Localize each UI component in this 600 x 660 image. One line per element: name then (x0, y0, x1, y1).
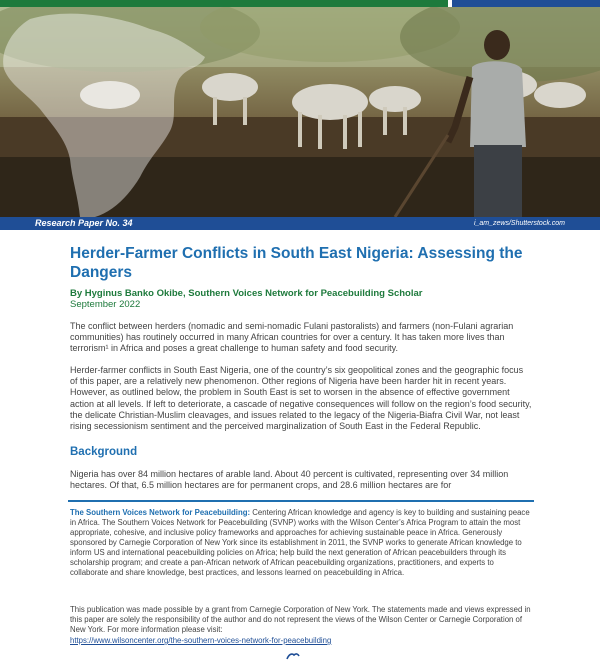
photo-credit: i_am_zews/Shutterstock.com (473, 220, 565, 227)
paper-info-bar (0, 217, 600, 230)
background-heading: Background (70, 446, 138, 458)
background-paragraph: Nigeria has over 84 million hectares of arable land. About 40 percent is cultivated, representing over 34 million hectares. Of that, 6.5 million hectares are for permanent crops, and 28.6 million hectares are for (70, 469, 509, 491)
svnp-lead: The Southern Voices Network for Peacebuilding: (70, 508, 251, 517)
disclaimer-text: This publication was made possible by a grant from Carnegie Corporation of New York. The statements made and views expressed in this paper are solely the responsibility of the author and do not represent the views of the Wilson Center or Carnegie Corporation of New York. For more information please visit: (70, 605, 531, 634)
herder-cattle-photo (0, 7, 600, 217)
wilson-logo-icon (286, 652, 300, 660)
research-paper-number: Research Paper No. 34 (35, 218, 133, 228)
svnp-description (70, 508, 532, 578)
svnp-text: Centering African knowledge and agency is key to building and sustaining peace in Africa. The Southern Voices Network for Peacebuilding (SVNP) works with the Wilson Center’s Africa Program to attain the most appropriate, cohesive, and inclusive policy frameworks and approaches for achieving sustainable peace in Africa. Generously sponsored by Carnegie Corporation of New York since its establishment in 2011, the SVNP works to generate African knowledge to inform US and international peacebuilding policies on Africa; help build the next generation of African peacebuilders through its scholarship program; and create a pan-African network of African peacebuilding organizations, practitioners, and experts to collaborate and share knowledge, best practices, and lessons learned on peacebuilding in Africa. (70, 508, 530, 577)
article-date: September 2022 (70, 299, 141, 310)
context-paragraph: Herder-farmer conflicts in South East Nigeria, one of the country’s six geopolitical zones and the geographic focus of this paper, are a relatively new phenomenon. Other regions of Nigeria have been harder hit in recent years. However, as outlined below, the problem in South East is set to worsen in the absence of effective government action at all levels. If left to deteriorate, a cascade of negative consequences will follow on the region’s food security, the delicate Christian-Muslim cleavages, and issues related to the legacy of the Nigeria-Biafra Civil War, not least rising secessionism sentiment and the perceived marginalization of South East in the Federal Republic. (70, 365, 532, 432)
top-bar-blue-segment (452, 0, 600, 7)
cover-photo (0, 7, 600, 217)
section-divider (68, 500, 534, 502)
top-color-bar (0, 0, 600, 7)
article-byline: By Hyginus Banko Okibe, Southern Voices Network for Peacebuilding Scholar (70, 288, 423, 299)
svnp-link[interactable]: https://www.wilsoncenter.org/the-southern-voices-network-for-peacebuilding (70, 636, 332, 645)
top-bar-green-segment (0, 0, 448, 7)
intro-paragraph: The conflict between herders (nomadic and semi-nomadic Fulani pastoralists) and farmers (non-Fulani agrarian communities) has routinely occurred in many African countries for over a century. It has taken more lives than terrorism¹ in Africa and poses a great challenge to human safety and food security. (70, 321, 514, 354)
article-title: Herder-Farmer Conflicts in South East Nigeria: Assessing the Dangers (70, 245, 523, 281)
